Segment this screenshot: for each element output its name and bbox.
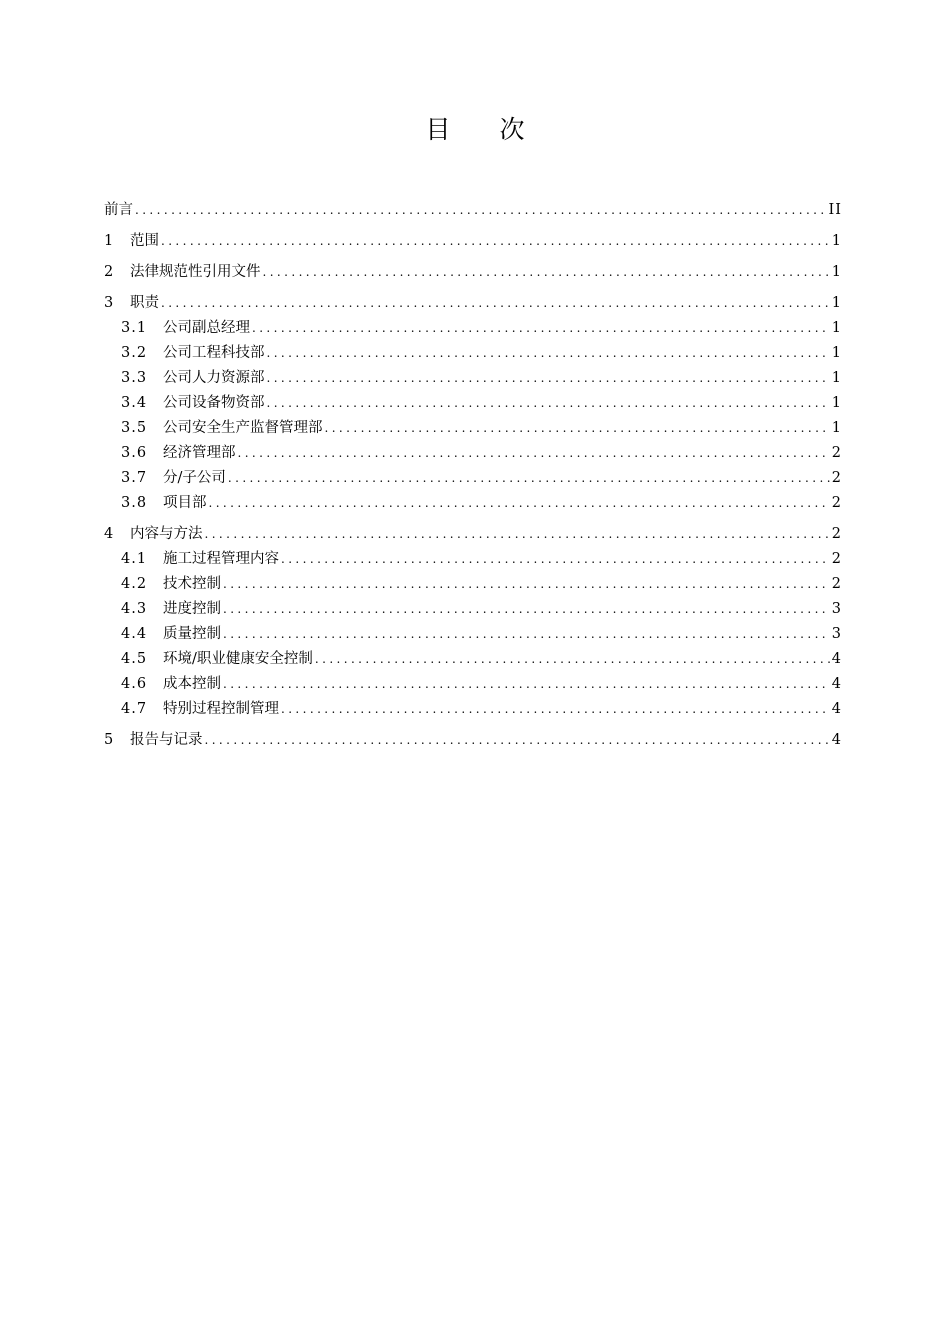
toc-entry-label: 公司安全生产监督管理部 (163, 420, 323, 436)
toc-entry-page: 2 (831, 526, 842, 542)
toc-entry-label: 进度控制 (163, 601, 221, 617)
toc-entry-label: 内容与方法 (130, 526, 203, 542)
toc-leader-dots (325, 416, 830, 441)
toc-entry-number: 3 (104, 295, 115, 311)
toc-entry-3-7[interactable] (104, 466, 842, 491)
toc-entry-page: 2 (831, 551, 842, 567)
toc-leader-dots (209, 491, 830, 516)
toc-entry-page: 2 (831, 495, 842, 511)
toc-leader-dots (161, 229, 830, 254)
page-title (0, 112, 950, 148)
toc-entry-4-3[interactable] (104, 597, 842, 622)
toc-entry-number: 4.4 (121, 626, 148, 642)
toc-leader-dots (315, 647, 830, 672)
toc-entry-number: 4.3 (121, 601, 148, 617)
toc-entry-label: 项目部 (163, 495, 207, 511)
toc-entry-4-6[interactable] (104, 672, 842, 697)
toc-leader-dots (205, 728, 830, 753)
toc-entry-page: 4 (831, 701, 842, 717)
toc-leader-dots (281, 697, 830, 722)
toc-entry-label: 分/子公司 (163, 470, 226, 486)
toc-entry-4[interactable] (104, 522, 842, 547)
toc-entry-number: 3.2 (121, 345, 148, 361)
toc-entry-number: 3.6 (121, 445, 148, 461)
table-of-contents (104, 198, 842, 753)
toc-entry-label: 公司副总经理 (163, 320, 250, 336)
toc-entry-label: 施工过程管理内容 (163, 551, 279, 567)
toc-entry-label: 报告与记录 (130, 732, 203, 748)
toc-entry-number: 3.4 (121, 395, 148, 411)
toc-entry-number: 1 (104, 233, 115, 249)
toc-entry-page: 2 (831, 470, 842, 486)
toc-entry-number: 3.8 (121, 495, 148, 511)
toc-entry-label: 技术控制 (163, 576, 221, 592)
toc-leader-dots (267, 366, 830, 391)
toc-entry-4-5[interactable] (104, 647, 842, 672)
toc-entry-page: 1 (831, 395, 842, 411)
toc-entry-label: 职责 (130, 295, 159, 311)
toc-entry-page: 1 (831, 320, 842, 336)
toc-entry-label: 特别过程控制管理 (163, 701, 279, 717)
toc-entry-number: 3.5 (121, 420, 148, 436)
toc-leader-dots (252, 316, 830, 341)
toc-entry-4-1[interactable] (104, 547, 842, 572)
toc-entry-number: 2 (104, 264, 115, 280)
toc-entry-3-4[interactable] (104, 391, 842, 416)
toc-entry-page: 1 (831, 295, 842, 311)
toc-entry-page: 1 (831, 370, 842, 386)
toc-leader-dots (223, 572, 830, 597)
toc-entry-number: 4.2 (121, 576, 148, 592)
toc-leader-dots (205, 522, 830, 547)
toc-entry-3-8[interactable] (104, 491, 842, 516)
toc-entry-label: 公司人力资源部 (163, 370, 265, 386)
toc-entry-label: 环境/职业健康安全控制 (163, 651, 313, 667)
toc-entry-3-5[interactable] (104, 416, 842, 441)
toc-leader-dots (223, 597, 830, 622)
toc-entry-label: 前言 (104, 202, 133, 218)
page-title-char-1: 目 (425, 115, 451, 144)
toc-leader-dots (267, 341, 830, 366)
toc-entry-page: 1 (831, 233, 842, 249)
toc-entry-number: 4.1 (121, 551, 148, 567)
toc-entry-number: 3.3 (121, 370, 148, 386)
toc-entry-page: 4 (831, 651, 842, 667)
toc-entry-4-2[interactable] (104, 572, 842, 597)
toc-leader-dots (135, 198, 827, 223)
toc-entry-page: 1 (831, 264, 842, 280)
toc-entry-page: 4 (831, 732, 842, 748)
toc-entry-4-4[interactable] (104, 622, 842, 647)
toc-entry-page: 2 (831, 576, 842, 592)
toc-entry-number: 4 (104, 526, 115, 542)
toc-entry-3-6[interactable] (104, 441, 842, 466)
toc-entry-1[interactable] (104, 229, 842, 254)
toc-entry-number: 4.5 (121, 651, 148, 667)
toc-entry-5[interactable] (104, 728, 842, 753)
toc-entry-preface[interactable] (104, 198, 842, 223)
toc-entry-label: 质量控制 (163, 626, 221, 642)
toc-entry-label: 公司工程科技部 (163, 345, 265, 361)
toc-entry-page: 3 (831, 626, 842, 642)
toc-entry-3-1[interactable] (104, 316, 842, 341)
toc-entry-page: 3 (831, 601, 842, 617)
toc-leader-dots (223, 672, 830, 697)
toc-entry-3-3[interactable] (104, 366, 842, 391)
toc-entry-label: 经济管理部 (163, 445, 236, 461)
toc-leader-dots (281, 547, 830, 572)
toc-entry-page: 2 (831, 445, 842, 461)
toc-entry-label: 法律规范性引用文件 (130, 264, 261, 280)
toc-entry-label: 公司设备物资部 (163, 395, 265, 411)
page-title-char-2: 次 (499, 115, 525, 144)
toc-leader-dots (267, 391, 830, 416)
toc-entry-page: 1 (831, 420, 842, 436)
toc-entry-number: 5 (104, 732, 115, 748)
toc-entry-page: II (828, 202, 842, 218)
toc-entry-number: 4.6 (121, 676, 148, 692)
toc-entry-label: 成本控制 (163, 676, 221, 692)
toc-entry-3[interactable] (104, 291, 842, 316)
toc-leader-dots (161, 291, 830, 316)
toc-leader-dots (228, 466, 830, 491)
toc-entry-label: 范围 (130, 233, 159, 249)
toc-entry-number: 3.7 (121, 470, 148, 486)
toc-leader-dots (223, 622, 830, 647)
toc-leader-dots (238, 441, 830, 466)
toc-entry-2[interactable] (104, 260, 842, 285)
toc-leader-dots (263, 260, 830, 285)
toc-entry-number: 4.7 (121, 701, 148, 717)
toc-entry-page: 1 (831, 345, 842, 361)
toc-entry-3-2[interactable] (104, 341, 842, 366)
toc-entry-number: 3.1 (121, 320, 148, 336)
toc-entry-page: 4 (831, 676, 842, 692)
toc-entry-4-7[interactable] (104, 697, 842, 722)
